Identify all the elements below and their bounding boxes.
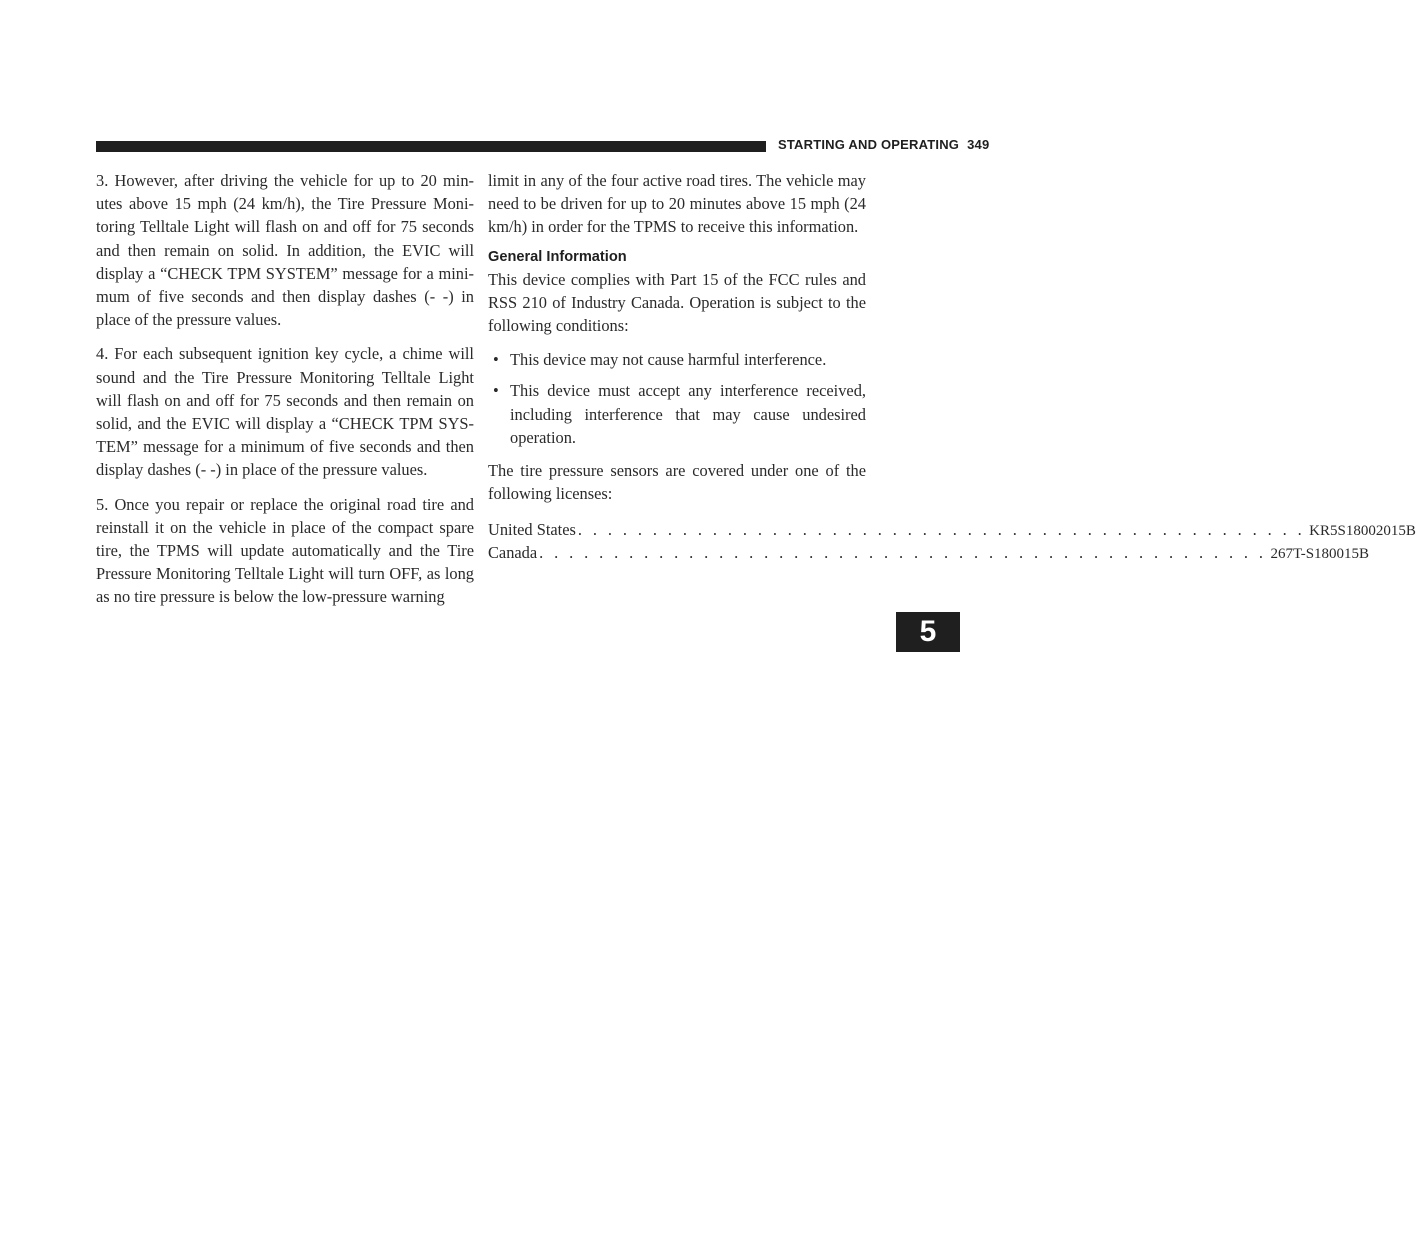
page-number: 349 [967,137,990,152]
list-item-text: This device must accept any interference received, including interference that may cause undesired operation. [510,381,866,447]
paragraph-step-5: 5. Once you repair or replace the original road tire and reinstall it on the vehicle in place of the compact spare tire, the TPMS will update automatically and the Tire Pressure Monitoring Telltale Light will turn OFF, as long as no tire pressure is below the low-pressure warning [96,494,474,607]
license-row [488,542,1370,565]
license-list [488,519,1416,565]
header-rule [96,141,766,152]
bullet-icon: • [493,350,499,370]
dot-leader [578,519,1305,540]
license-country: Canada [488,543,538,563]
paragraph-licenses-intro: The tire pressure sensors are covered under one of the following licenses: [488,461,866,504]
section-heading: General Information [488,248,627,265]
license-row [488,519,1416,542]
license-code: 267T-S180015B [1270,546,1370,563]
paragraph-continuation: limit in any of the four active road tires. The vehicle may need to be driven for up to 20 minutes above 15 mph (24 km/h) in order for the TPMS to receive this information. [488,171,866,237]
right-column [488,169,1416,565]
paragraph-step-3: 3. However, after driving the vehicle for up to 20 minutes above 15 mph (24 km/h), the Tire Pressure Monitoring Telltale Light will flash on and off for 75 seconds and then remain on solid. In addition, the EVIC will display a “CHECK TPM SYSTEM” message for a minimum of five seconds and then display dashes (- -) in place of the pressure values. [96,171,474,330]
left-column [96,169,474,620]
chapter-number: 5 [919,615,937,648]
section-title: STARTING AND OPERATING [778,137,960,152]
chapter-tab [896,612,960,652]
paragraph-step-4: 4. For each subsequent ignition key cycle, a chime will sound and the Tire Pressure Monitoring Telltale Light will flash on and off for 75 seconds and then remain on solid, and the EVIC will display a “CHECK TPM SYSTEM” message for a minimum of five seconds and then display dashes (- -) in place of the pressure values. [96,344,474,480]
license-country: United States [488,520,576,540]
paragraph-fcc-intro: This device complies with Part 15 of the FCC rules and RSS 210 of Industry Canada. Operation is subject to the following conditions: [488,269,866,336]
list-item [488,379,866,449]
bullet-icon: • [493,381,499,401]
running-header [778,137,989,152]
license-code: KR5S18002015B [1309,523,1416,540]
dot-leader [539,542,1266,563]
list-item [488,348,866,371]
list-item-text: This device may not cause harmful interference. [510,350,827,370]
conditions-list [488,348,866,449]
